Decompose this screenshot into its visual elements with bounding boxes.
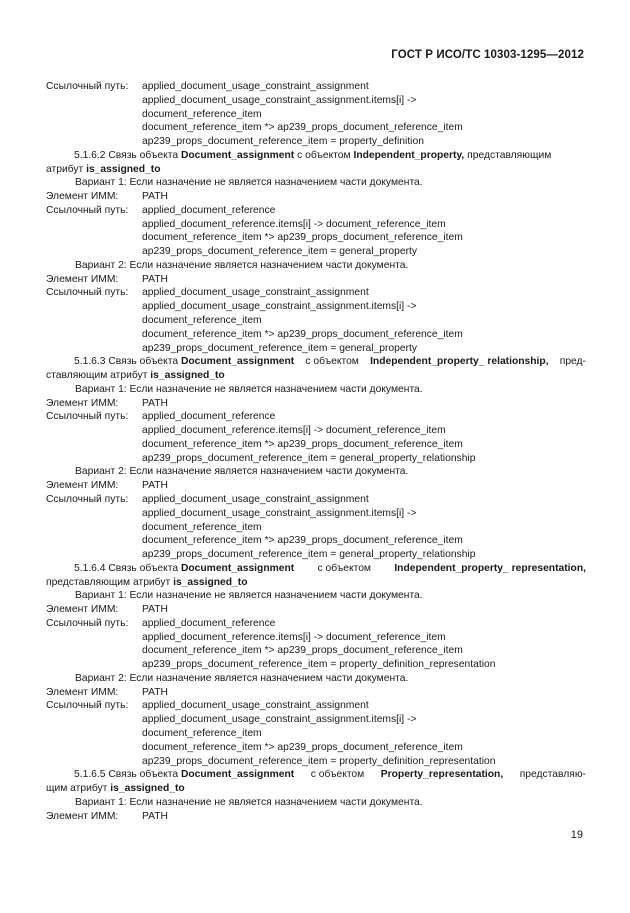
- element-label: Элемент ИММ:: [46, 604, 119, 616]
- path-line: applied_document_reference.items[i] -> document_reference_item: [142, 631, 446, 643]
- path-line: applied_document_usage_constraint_assignment.items[i] ->: [142, 714, 417, 726]
- path-line: document_reference_item: [142, 521, 262, 533]
- section-heading-5162: 5.1.6.2 Связь объекта Document_assignment с объектом Independent_property, представляющим: [74, 149, 552, 161]
- path-line: document_reference_item *> ap239_props_document_reference_item: [142, 535, 463, 547]
- element-value: PATH: [142, 604, 168, 616]
- variant-1-text: Вариант 1: Если назначение не является назначением части документа.: [75, 796, 423, 808]
- ref-path-line: [46, 204, 586, 218]
- ref-path-label: Ссылочный путь:: [46, 81, 129, 92]
- path-line: document_reference_item: [142, 727, 262, 739]
- path-text: applied_document_reference: [142, 204, 276, 216]
- path-line: applied_document_usage_constraint_assignment.items[i] ->: [142, 94, 417, 106]
- section-heading-5164: 5.1.6.4 Связь объекта Document_assignment с объектом Independent_property_ representation,: [74, 562, 586, 574]
- variant-1-text: Вариант 1: Если назначение не является назначением части документа.: [75, 383, 423, 395]
- element-value: PATH: [142, 686, 168, 698]
- path-line: ap239_props_document_reference_item = general_property_relationship: [142, 549, 476, 561]
- path-text: applied_document_usage_constraint_assignment: [142, 287, 369, 299]
- ref-path-line: [46, 410, 586, 424]
- ref-path-line: [46, 493, 586, 507]
- path-line: document_reference_item *> ap239_props_document_reference_item: [142, 645, 463, 657]
- ref-path-line: [46, 80, 586, 94]
- element-label: Элемент ИММ:: [46, 686, 119, 698]
- document-header: ГОСТ Р ИСО/ТС 10303-1295—2012: [391, 49, 584, 61]
- ref-path-label: Ссылочный путь:: [46, 617, 129, 629]
- section-heading-5163: 5.1.6.3 Связь объекта Document_assignment с объектом Independent_property_ relationship, пред-: [74, 356, 586, 368]
- element-label: Элемент ИММ:: [46, 273, 119, 285]
- path-line: document_reference_item *> ap239_props_document_reference_item: [142, 232, 463, 244]
- document-body: [46, 80, 586, 823]
- element-value: PATH: [142, 480, 168, 492]
- ref-path-label: Ссылочный путь:: [46, 204, 129, 216]
- path-line: applied_document_usage_constraint_assignment.items[i] ->: [142, 301, 417, 313]
- element-value: PATH: [142, 397, 168, 409]
- path-line: document_reference_item: [142, 315, 262, 327]
- element-label: Элемент ИММ:: [46, 810, 119, 822]
- path-text: applied_document_usage_constraint_assignment: [142, 700, 369, 712]
- element-value: PATH: [142, 273, 168, 285]
- path-line: document_reference_item *> ap239_props_document_reference_item: [142, 122, 463, 134]
- path-line: document_reference_item *> ap239_props_document_reference_item: [142, 741, 463, 753]
- path-line: ap239_props_document_reference_item = property_definition_representation: [142, 659, 496, 671]
- element-label: Элемент ИММ:: [46, 397, 119, 409]
- ref-path-line: [46, 699, 586, 713]
- element-value: PATH: [142, 810, 168, 822]
- path-line: ap239_props_document_reference_item = property_definition: [142, 136, 424, 148]
- section-heading-5163-cont: ставляющим атрибут is_assigned_to: [46, 370, 225, 382]
- variant-1-text: Вариант 1: Если назначение не является назначением части документа.: [75, 590, 423, 602]
- ref-path-line: [46, 617, 586, 631]
- ref-path-label: Ссылочный путь:: [46, 700, 129, 712]
- path-text: applied_document_reference: [142, 617, 276, 629]
- element-line: [46, 479, 586, 493]
- element-line: [46, 603, 586, 617]
- variant-2-text: Вариант 2: Если назначение является назначением части документа.: [75, 466, 409, 478]
- ref-path-label: Ссылочный путь:: [46, 287, 129, 299]
- ref-path-line: [46, 286, 586, 300]
- page-number: 19: [570, 829, 583, 841]
- section-heading-5165: 5.1.6.5 Связь объекта Document_assignment с объектом Property_representation, представляю-: [74, 769, 586, 781]
- path-text: applied_document_usage_constraint_assignment: [142, 493, 369, 505]
- path-text: applied_document_reference: [142, 411, 276, 423]
- path-line: ap239_props_document_reference_item = property_definition_representation: [142, 755, 496, 767]
- path-line: document_reference_item *> ap239_props_document_reference_item: [142, 438, 463, 450]
- path-line: applied_document_reference.items[i] -> document_reference_item: [142, 218, 446, 230]
- section-heading-5162-cont: атрибут is_assigned_to: [46, 163, 161, 175]
- section-heading-5165-cont: щим атрибут is_assigned_to: [46, 783, 185, 795]
- element-line: [46, 273, 586, 287]
- variant-2-text: Вариант 2: Если назначение является назначением части документа.: [75, 259, 409, 271]
- path-text: applied_document_usage_constraint_assignment: [142, 81, 369, 92]
- element-line: [46, 397, 586, 411]
- variant-1-text: Вариант 1: Если назначение не является назначением части документа.: [75, 177, 423, 189]
- path-line: document_reference_item: [142, 108, 262, 120]
- path-line: applied_document_reference.items[i] -> document_reference_item: [142, 425, 446, 437]
- path-line: ap239_props_document_reference_item = general_property: [142, 342, 418, 354]
- ref-path-label: Ссылочный путь:: [46, 493, 129, 505]
- element-label: Элемент ИММ:: [46, 480, 119, 492]
- path-line: applied_document_usage_constraint_assignment.items[i] ->: [142, 507, 417, 519]
- element-value: PATH: [142, 191, 168, 203]
- element-line: [46, 810, 586, 824]
- element-line: [46, 190, 586, 204]
- path-line: ap239_props_document_reference_item = general_property_relationship: [142, 452, 476, 464]
- path-line: document_reference_item *> ap239_props_document_reference_item: [142, 328, 463, 340]
- variant-2-text: Вариант 2: Если назначение является назначением части документа.: [75, 672, 409, 684]
- element-line: [46, 686, 586, 700]
- section-heading-5164-cont: представляющим атрибут is_assigned_to: [46, 576, 248, 588]
- element-label: Элемент ИММ:: [46, 191, 119, 203]
- path-line: ap239_props_document_reference_item = general_property: [142, 246, 418, 258]
- ref-path-label: Ссылочный путь:: [46, 411, 129, 423]
